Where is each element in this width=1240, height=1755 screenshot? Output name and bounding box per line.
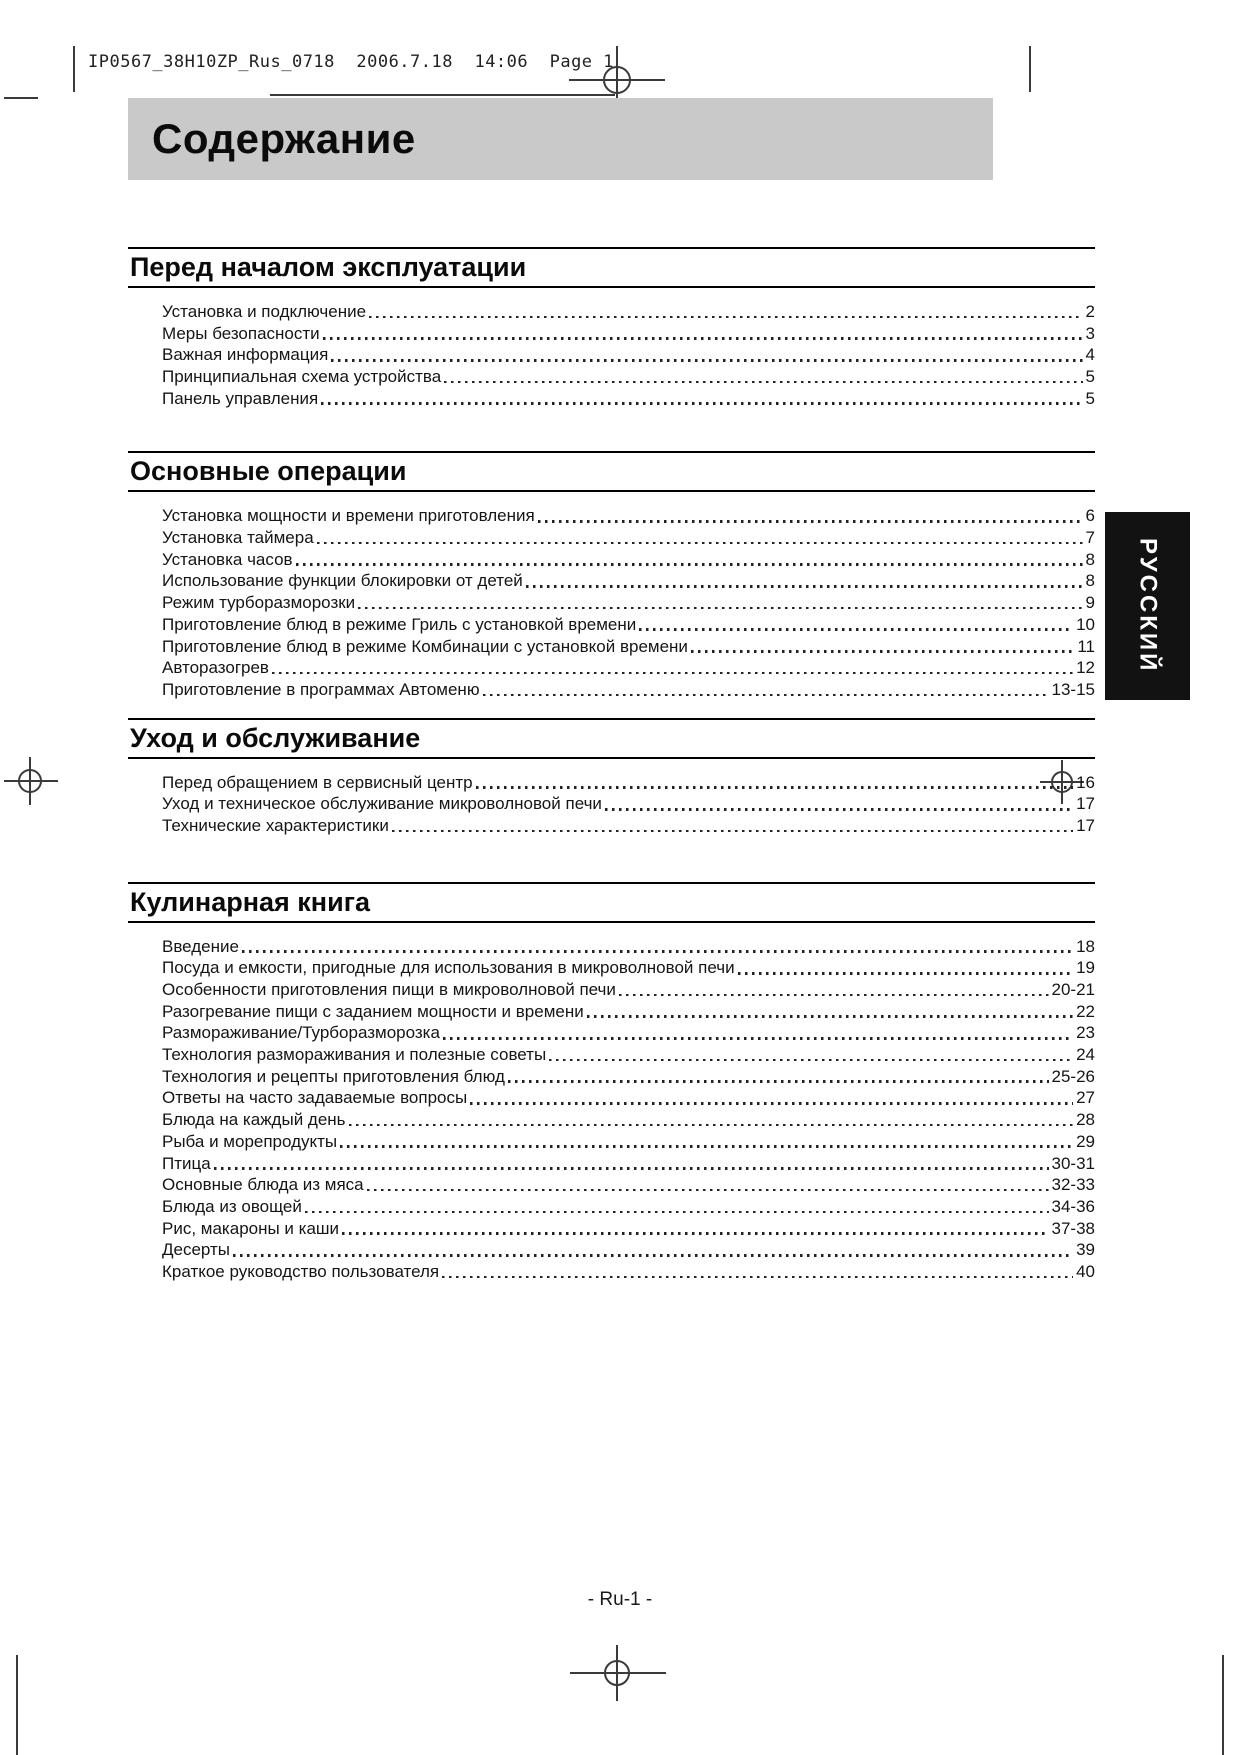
dot-leader (323, 337, 1083, 340)
toc-entry-row (162, 815, 1095, 837)
entry-label: Птица (162, 1153, 211, 1173)
entry-page: 30-31 (1051, 1153, 1095, 1173)
page-title-bar (128, 98, 993, 180)
entry-label: Краткое руководство пользователя (162, 1261, 440, 1281)
entry-label: Блюда из овощей (162, 1196, 302, 1216)
entry-label: Рис, макароны и каши (162, 1218, 340, 1238)
toc-entry-row (162, 1066, 1095, 1088)
entry-page: 2 (1085, 301, 1095, 321)
toc-entry-row (162, 1001, 1095, 1023)
dot-leader (587, 1015, 1073, 1018)
entry-label: Технология размораживания и полезные советы (162, 1045, 547, 1065)
entry-page: 6 (1085, 506, 1095, 526)
dot-leader (605, 808, 1073, 811)
dot-leader (639, 628, 1073, 631)
toc-section (128, 247, 1095, 409)
toc-entry-row (162, 527, 1095, 549)
entry-page: 13-15 (1051, 679, 1095, 699)
toc-entry-row (162, 636, 1095, 658)
entry-page: 8 (1085, 549, 1095, 569)
entry-page: 34-36 (1051, 1196, 1095, 1216)
toc-entry-row (162, 366, 1095, 388)
registration-circle-top-icon (603, 66, 631, 94)
entry-label: Перед обращением в сервисный центр (162, 772, 473, 792)
content-column (128, 98, 1095, 1283)
entry-page: 16 (1076, 772, 1095, 792)
toc-entry-row (162, 936, 1095, 958)
registration-circle-left-icon (18, 769, 42, 793)
dot-leader (296, 563, 1083, 566)
page-title: Содержание (152, 115, 416, 162)
crop-mark-top-left-horizontal (4, 97, 38, 99)
dot-leader (214, 1167, 1049, 1170)
entry-label: Рыба и морепродукты (162, 1131, 338, 1151)
toc-entry-row (162, 657, 1095, 679)
entry-label: Десерты (162, 1240, 231, 1260)
toc-entry-row (162, 1174, 1095, 1196)
entry-label: Установка мощности и времени приготовления (162, 506, 535, 526)
entry-page: 37-38 (1051, 1218, 1095, 1238)
entry-label: Использование функции блокировки от детей (162, 571, 523, 591)
section-title: Перед началом эксплуатации (128, 247, 1095, 288)
dot-leader (442, 1276, 1073, 1279)
language-tab-label: РУССКИЙ (1134, 538, 1162, 674)
entry-page: 7 (1085, 528, 1095, 548)
entry-page: 18 (1076, 936, 1095, 956)
entry-label: Посуда и емкости, пригодные для использования в микроволновой печи (162, 958, 735, 978)
entry-label: Принципиальная схема устройства (162, 367, 442, 387)
section-title: Основные операции (128, 451, 1095, 492)
dot-leader (358, 607, 1082, 610)
crop-mark-bottom-right-vertical (1222, 1655, 1224, 1755)
dot-leader (321, 402, 1082, 405)
entry-label: Ответы на часто задаваемые вопросы (162, 1088, 468, 1108)
toc-entry-row (162, 1196, 1095, 1218)
toc-section (128, 451, 1095, 700)
toc-entry-row (162, 1044, 1095, 1066)
toc-entry-row (162, 1109, 1095, 1131)
dot-leader (476, 786, 1073, 789)
dot-leader (305, 1211, 1049, 1214)
toc-section (128, 718, 1095, 837)
entry-page: 29 (1076, 1131, 1095, 1151)
entry-label: Установка часов (162, 549, 293, 569)
toc-entry-row (162, 549, 1095, 571)
dot-leader (526, 585, 1083, 588)
entry-page: 22 (1076, 1001, 1095, 1021)
dot-leader (367, 1189, 1049, 1192)
entry-label: Панель управления (162, 388, 319, 408)
entry-label: Меры безопасности (162, 323, 320, 343)
toc-sections (128, 247, 1095, 1283)
entry-page: 11 (1077, 636, 1095, 656)
dot-leader (470, 1102, 1073, 1105)
toc-entry-row (162, 1261, 1095, 1283)
toc-entry-row (162, 1153, 1095, 1175)
entry-page: 25-26 (1051, 1066, 1095, 1086)
dot-leader (444, 381, 1082, 384)
toc-entry-row (162, 793, 1095, 815)
entry-label: Важная информация (162, 345, 329, 365)
toc-entry-row (162, 1239, 1095, 1261)
entry-page: 12 (1076, 658, 1095, 678)
dot-leader (342, 1232, 1048, 1235)
toc-entry-row (162, 614, 1095, 636)
entry-page: 17 (1076, 815, 1095, 835)
dot-leader (443, 1037, 1073, 1040)
dot-leader (549, 1059, 1073, 1062)
dot-leader (349, 1124, 1074, 1127)
entry-page: 5 (1085, 388, 1095, 408)
dot-leader (317, 542, 1083, 545)
toc-entry-row (162, 1218, 1095, 1240)
section-title: Уход и обслуживание (128, 718, 1095, 759)
crop-mark-top-left-vertical (73, 46, 75, 92)
entry-label: Режим турборазморозки (162, 593, 356, 613)
entry-label: Размораживание/Турборазморозка (162, 1023, 440, 1043)
toc-section (128, 882, 1095, 1283)
toc-entry-row (162, 388, 1095, 410)
entry-label: Установка таймера (162, 528, 314, 548)
entry-page: 19 (1076, 958, 1095, 978)
entry-page: 17 (1076, 794, 1095, 814)
entry-label: Технология и рецепты приготовления блюд (162, 1066, 505, 1086)
slug-underline (270, 94, 615, 96)
toc-entry-row (162, 592, 1095, 614)
dot-leader (331, 359, 1082, 362)
dot-leader (369, 316, 1082, 319)
toc-entry-row (162, 979, 1095, 1001)
crop-mark-top-right-vertical (1029, 46, 1031, 92)
entry-label: Приготовление блюд в режиме Гриль с установкой времени (162, 614, 637, 634)
toc-entry-row (162, 344, 1095, 366)
entry-label: Приготовление в программах Автоменю (162, 679, 480, 699)
dot-leader (392, 830, 1073, 833)
dot-leader (233, 1254, 1073, 1257)
entry-label: Разогревание пищи с заданием мощности и времени (162, 1001, 584, 1021)
toc-entry-row (162, 301, 1095, 323)
entry-page: 20-21 (1051, 980, 1095, 1000)
entry-page: 39 (1076, 1240, 1095, 1260)
dot-leader (483, 694, 1049, 697)
entry-label: Основные блюда из мяса (162, 1175, 364, 1195)
toc-entry-row (162, 571, 1095, 593)
dot-leader (619, 994, 1049, 997)
dot-leader (691, 650, 1074, 653)
entry-page: 40 (1076, 1261, 1095, 1281)
entry-label: Блюда на каждый день (162, 1110, 346, 1130)
dot-leader (340, 1145, 1073, 1148)
toc-entry-row (162, 957, 1095, 979)
registration-circle-bottom-icon (604, 1660, 630, 1686)
dot-leader (508, 1080, 1049, 1083)
entry-page: 4 (1085, 345, 1095, 365)
section-entries (128, 936, 1095, 1283)
language-tab (1105, 512, 1190, 700)
footer-page-number: - Ru-1 - (587, 1589, 653, 1610)
toc-entry-row (162, 323, 1095, 345)
dot-leader (242, 950, 1073, 953)
entry-label: Введение (162, 936, 239, 956)
section-entries (128, 301, 1095, 409)
entry-label: Особенности приготовления пищи в микроволновой печи (162, 980, 616, 1000)
section-entries (128, 772, 1095, 837)
dot-leader (538, 520, 1083, 523)
dot-leader (738, 972, 1074, 975)
entry-page: 8 (1085, 571, 1095, 591)
entry-label: Авторазогрев (162, 658, 269, 678)
entry-page: 9 (1085, 593, 1095, 613)
dot-leader (272, 672, 1073, 675)
toc-entry-row (162, 679, 1095, 701)
toc-entry-row (162, 1088, 1095, 1110)
entry-page: 32-33 (1051, 1175, 1095, 1195)
entry-page: 28 (1076, 1110, 1095, 1130)
crop-mark-bottom-left-vertical (16, 1655, 18, 1755)
toc-entry-row (162, 1131, 1095, 1153)
print-slug-text: IP0567_38H10ZP_Rus_0718 2006.7.18 14:06 Page 1 (88, 52, 615, 72)
entry-page: 27 (1076, 1088, 1095, 1108)
entry-page: 10 (1076, 614, 1095, 634)
toc-entry-row (162, 1022, 1095, 1044)
entry-page: 24 (1076, 1045, 1095, 1065)
entry-label: Приготовление блюд в режиме Комбинации с установкой времени (162, 636, 688, 656)
entry-label: Технические характеристики (162, 815, 389, 835)
toc-entry-row (162, 505, 1095, 527)
section-entries (128, 505, 1095, 700)
entry-label: Установка и подключение (162, 301, 367, 321)
entry-page: 23 (1076, 1023, 1095, 1043)
entry-page: 3 (1085, 323, 1095, 343)
section-title: Кулинарная книга (128, 882, 1095, 923)
toc-entry-row (162, 772, 1095, 794)
entry-label: Уход и техническое обслуживание микроволновой печи (162, 794, 602, 814)
entry-page: 5 (1085, 367, 1095, 387)
